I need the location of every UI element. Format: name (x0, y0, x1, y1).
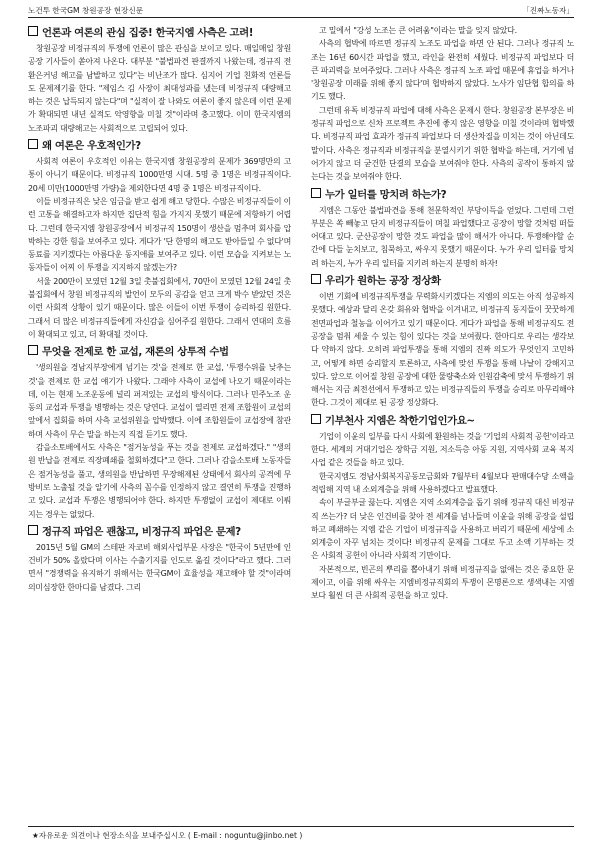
header-title: 「진짜노동자」 (522, 6, 574, 15)
section-title: 우리가 원하는 공장 정상화 (325, 275, 441, 288)
checkbox-bullet-icon (28, 139, 38, 149)
header-publication: 노건투 한국GM 창원공장 현장신문 (28, 6, 144, 15)
article-paragraph: 한국지엠도 경남사회복지공동모금회와 7월부터 4월보다 판매대수당 소액을 적립해 지역 내 소외계층을 위해 사용하겠다고 발표했다. (311, 471, 574, 494)
article-section (28, 524, 291, 594)
article-section (28, 138, 291, 341)
checkbox-bullet-icon (311, 414, 321, 424)
article-paragraph: 속이 부글부글 끓는다. 지엠은 지역 소외계층을 돕기 위해 정규직 대신 비정규직 쓰는가? 더 낮은 인건비를 찾아 전 세계를 넘나들며 이윤을 위해 공장을 설립하고 폐쇄하는 지엠 같은 기업이 비정규직을 사용하고 버리기 때문에 세상에 소외계층이 자꾸 넘치는 것이다! 비정규직 문제를 그대로 두고 소액 기부하는 것은 사회적 공헌이 아니라 사회적 기만이다. (311, 498, 574, 561)
article-columns (28, 24, 574, 824)
section-heading (311, 413, 574, 429)
section-heading (28, 138, 291, 154)
section-title: 누가 일터를 망치려 하는가? (325, 188, 447, 201)
article-section (311, 273, 574, 410)
section-heading (28, 524, 291, 540)
right-column (311, 24, 574, 824)
page-footer: ★자유로운 의견이나 현장소식을 보내주십시오 ( E-mail : noguntu@jinbo.net ) (32, 831, 303, 840)
article-paragraph: 고 밀에서 "강성 노조는 큰 어려움"이라는 말을 잊지 않았다. (319, 26, 517, 35)
section-title: 정규직 파업은 괜찮고, 비정규직 파업은 문제? (42, 525, 241, 538)
article-paragraph: 이들 비정규직은 낮은 임금을 받고 쉽게 해고 당한다. 수많은 비정규직들이 이런 고통을 해결하고자 하지만 집단적 힘을 가지지 못했기 때문에 저항하기 어렵다. 그런데 한국지엠 창원공장에서 비정규직 150명이 생산을 멈추며 회사를 압박하는 강한 힘을 보여주고 있다. 게다가 '단 한명의 해고도 받아들일 수 없다'며 동료를 지키겠다는 아름다운 동지애를 보여주고 있다. 이런 모습을 지켜보는 노동자들이 어찌 이 투쟁을 지지하지 않겠는가? (28, 196, 291, 273)
article-paragraph: '생의원을 경남지부장에게 넘기는 것'을 전제로 한 교섭, '투쟁수위를 낮추는 것'을 전제로 한 교섭 얘기가 나왔다. 그래야 사측이 교섭에 나오기 때문이라는데, 이는 현재 노조운동에 널리 퍼져있는 교섭의 방식이다. 그러나 민주노조 운동의 교섭과 투쟁을 병행하는 것은 당연다. 교섭이 열리면 전제 조합원이 교섭의 앞에서 집회를 하며 사측 교섭위원을 압박했다. 이에 조합원들이 교섭장에 참관하며 사측이 무슨 말을 하는지 직접 듣기도 했다. (28, 363, 291, 439)
article-paragraph: 서울 200만이 모였던 12월 3일 촛불집회에서, 70만이 모였던 12월 24일 촛불집회에서 창원 비정규직의 발언이 모두의 공감을 얻고 크게 박수 받았던 것은 이런 사회적 상황이 있기 때문이다. 많은 이들이 이번 투쟁이 승리하길 원한다. 그래서 더 많은 비정규직들에게 자신감을 심어주길 원한다. 그래서 연대의 흐름이 확대되고 있고, 더 확대될 것이다. (28, 276, 291, 339)
section-heading (311, 273, 574, 289)
checkbox-bullet-icon (28, 345, 38, 355)
left-column (28, 24, 291, 824)
section-title: 기부천사 지엠은 착한기업인가요~ (325, 414, 475, 427)
article-section (311, 413, 574, 603)
article-paragraph: 창원공장 비정규직의 투쟁에 언론이 많은 관심을 보이고 있다. 매일매일 창원공장 기사들이 쏟아져 나온다. 대부분 "불법파견 판결까지 나왔는데, 정규직 전환은커녕 해고를 남발하고 있다"는 비난조가 많다. 심지어 기업 친화적 언론들도 문제제기를 한다. "제임스 김 사장이 최대성과를 냈는데 비정규직 대량해고 하는 것은 납득되지 않는다"며 "실적이 잘 나와도 여론이 좋지 않은데 이런 문제가 확대되면 내년 실적도 악영향을 미칠 것"이라며 충고했다. 이미 한국지엠의 노조파괴 대량해고는 사회적으로 고립되어 있다. (28, 44, 291, 133)
article-paragraph: 자본적으로, 빈곤의 뿌리를 뽑아내기 위해 비정규직을 없애는 것은 중요한 문제이고, 이를 위해 싸우는 지엠비정규직회의 투쟁이 몬명론으로 생색내는 지엠보다 훨씬 더 큰 사회적 공헌을 하고 있다. (311, 564, 574, 601)
article-section (311, 24, 574, 184)
section-heading (28, 25, 291, 41)
article-paragraph: 지엠은 그동안 불법파견을 통해 천문학적인 부당이득을 얻었다. 그런데 그런 부분은 쏙 빼놓고 단지 비정규직들이 며칠 파업했다고 공장이 망할 것처럼 떠들어대고 있다. 군산공장이 망한 것도 파업을 많이 해서가 아니다. 투쟁해야할 순간에 다들 눈치보고, 침묵하고, 싸우지 못했기 때문이다. 누가 우리 일터를 망치려 하는지, 누가 우리 일터를 지키려 하는지 분명히 하자! (311, 205, 574, 268)
article-section (28, 344, 291, 521)
article-paragraph: 감을소토배에서도 사측은 "점거농성을 푸는 것을 전제로 교섭하겠다." "생의원 반납을 전제로 직장폐쇄를 철회하겠다"고 한다. 그러나 감을소토배 노동자들은 점거농성을 풀고, 생의원을 반납하면 무장해제된 상태에서 회사의 공격에 무방비로 노출될 것을 알기에 사측의 꼼수를 인정하지 않고 결연히 투쟁을 진행하고 있다. 교섭과 투쟁은 병행되어야 한다. 하지만 투쟁없이 교섭이 제대로 이뤄지는 경우는 없었다. (28, 443, 291, 519)
article-paragraph: 사측의 협박에 따르면 정규직 노조도 파업을 하면 안 된다. 그러나 정규직 노조는 16년 60시간 파업을 했고, 라인을 완전히 세웠다. 비정규직 파업보다 더 큰 파괴력을 보여주었다. 그러나 사측은 정규직 노조 파업 때문에 휴업을 하거나 '창원공장 미래를 위해 좋지 않다'며 협박하지 않았다. 노사가 임단협 합의를 하기도 했다. (311, 39, 574, 102)
article-paragraph: 기업이 이윤의 일부를 다시 사회에 환원하는 것을 '기업의 사회적 공헌'이라고 한다. 세계의 거대기업은 장학금 지원, 저소득층 아동 지원, 지역사회 교육 복지 사업 같은 것들을 하고 있다. (311, 431, 574, 468)
checkbox-bullet-icon (311, 188, 321, 198)
article-paragraph: 사회적 여론이 우호적인 이유는 한국지엠 창원공장의 문제가 369명만의 고통이 아니기 때문이다. 비정규직 1000만명 시대. 5명 중 1명은 비정규직이다. 20세 미만(1000만명 가량)을 제외한다면 4명 중 1명은 비정규직이다. (28, 157, 291, 193)
article-section (28, 25, 291, 135)
checkbox-bullet-icon (28, 525, 38, 535)
article-paragraph: 2015년 5월 GM의 스테판 자코비 해외사업부문 사장은 "한국이 5년만에 인건비가 50% 올랐다며 이사는 수출기지를 인도로 옮길 것이다"라고 했다. 그러면서 "경쟁력을 유지하기 위해서는 한국GM이 효율성을 재고해야 할 것"이라며 의미심장한 한마디를 남겼다. 그리 (28, 542, 291, 592)
article-paragraph: 그런데 유독 비정규직 파업에 대해 사측은 문제시 한다. 창원공장 본부장은 비정규직 파업으로 신차 프로젝트 추진에 좋지 않은 영향을 미칠 것이라며 협박했다. 비정규직 파업 효과가 정규직 파업보다 더 생산차질을 미치는 것이 아닌데도 말이다. 사측은 정규직과 비정규직을 분열시키기 위한 협박을 하는데, 거기에 넘어가지 않고 더 굳건한 단결의 모습을 보여줘야 한다. 사측의 공작이 통하지 않는다는 것을 보여줘야 한다. (311, 105, 574, 182)
footer-divider (28, 826, 574, 827)
page-header (28, 2, 574, 16)
article-section (311, 187, 574, 270)
checkbox-bullet-icon (28, 26, 38, 36)
section-title: 무엇을 전제로 한 교섭, 재론의 상투적 수법 (42, 346, 229, 359)
section-title: 언론과 여론의 관심 집중! 한국지엠 사측은 고려! (42, 27, 254, 39)
article-paragraph: 이번 기회에 비정규직투쟁을 무력화시키겠다는 지엠의 의도는 아직 성공하지 못했다. 예상과 달리 온갖 회유와 협박을 이겨내고, 비정규직 동지들이 꿋꿋하게 전면파업과 철농을 이어가고 있기 때문이다. 게다가 파업을 통해 비정규직도 전 공장을 멈춰 세울 수 있는 힘이 있다는 것을 보여줬다. 한마디로 우리는 생각보다 약하지 않다. 오히려 파업투쟁을 통해 지엠의 진짜 의도가 무엇인지 고민하고, 어떻게 하면 승리할지 토론하고, 사측에 맞선 투쟁을 통해 나날이 강해지고 있다. 앞으로 이어질 창원 공장에 대한 물량축소와 인원감축에 맞서 투쟁하기 위해서는 지금 최전선에서 투쟁하고 있는 비정규직들의 투쟁을 승리로 마무리해야 한다. 그것이 제대로 된 공장 정상화다. (311, 292, 574, 408)
section-heading (28, 344, 291, 360)
header-divider (28, 17, 574, 18)
section-title: 왜 여론은 우호적인가? (42, 140, 141, 153)
checkbox-bullet-icon (311, 274, 321, 284)
section-heading (311, 187, 574, 203)
